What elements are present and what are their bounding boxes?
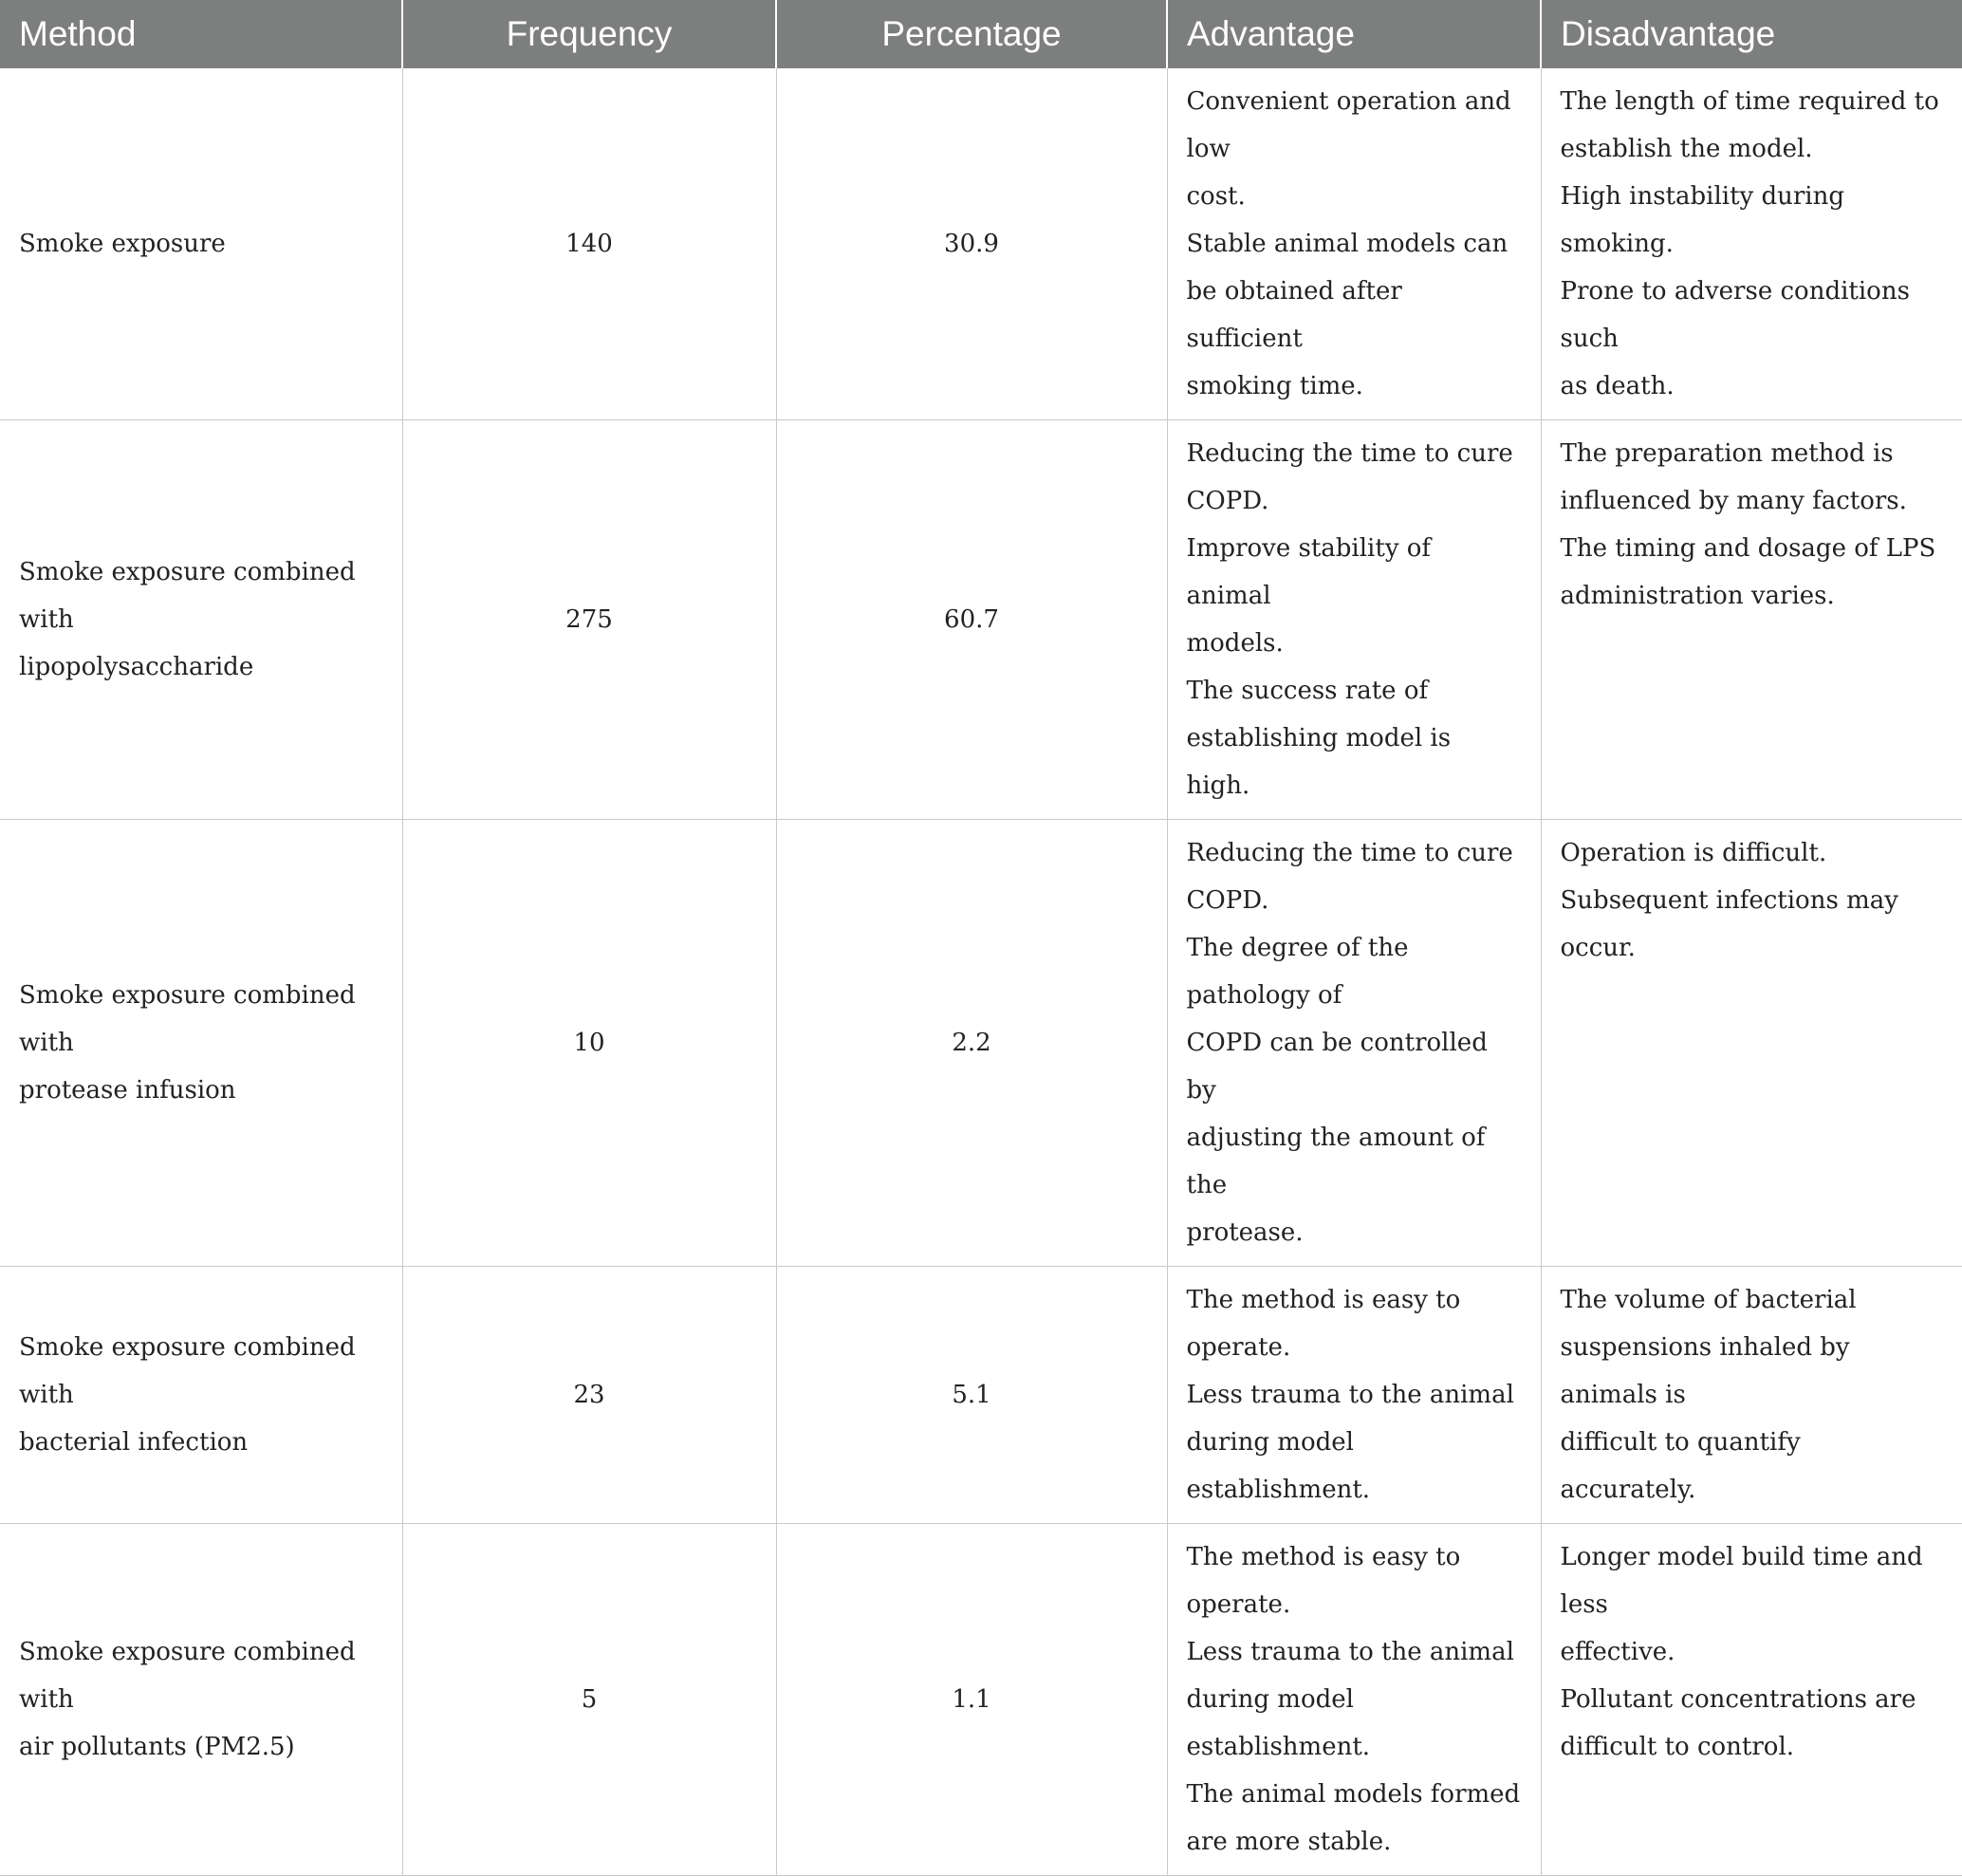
frequency-cell: 140	[402, 68, 776, 420]
disadvantage-cell	[1541, 1267, 1962, 1524]
frequency-cell: 5	[402, 1524, 776, 1876]
table-body	[0, 68, 1962, 1876]
advantage-cell	[1167, 68, 1541, 420]
table-row	[0, 1524, 1962, 1876]
advantage-line: be obtained after sufficient	[1186, 277, 1402, 353]
advantage-line: The success rate of	[1186, 677, 1429, 705]
advantage-line: The animal models formed	[1186, 1780, 1521, 1809]
disadvantage-line: The length of time required to	[1560, 87, 1939, 116]
frequency-cell: 23	[402, 1267, 776, 1524]
disadvantage-line: influenced by many factors.	[1560, 487, 1907, 515]
disadvantage-line: High instability during smoking.	[1560, 182, 1845, 258]
advantage-line: Reducing the time to cure	[1186, 839, 1513, 867]
advantage-line: COPD can be controlled by	[1186, 1029, 1488, 1105]
disadvantage-line: as death.	[1560, 372, 1675, 400]
method-line: Smoke exposure combined with	[19, 558, 356, 634]
method-line: Smoke exposure combined with	[19, 1333, 356, 1409]
header-disadvantage: Disadvantage	[1541, 0, 1962, 68]
method-line: Smoke exposure combined with	[19, 1638, 356, 1714]
header-method: Method	[0, 0, 402, 68]
frequency-cell: 10	[402, 820, 776, 1267]
header-frequency: Frequency	[402, 0, 776, 68]
method-line: air pollutants (PM2.5)	[19, 1733, 295, 1761]
frequency-cell: 275	[402, 420, 776, 820]
disadvantage-line: administration varies.	[1560, 582, 1835, 610]
advantage-line: Improve stability of animal	[1186, 534, 1432, 610]
disadvantage-line: Longer model build time and less	[1560, 1543, 1923, 1619]
table-row	[0, 1267, 1962, 1524]
method-line: Smoke exposure	[19, 230, 226, 258]
disadvantage-line: Prone to adverse conditions such	[1560, 277, 1910, 353]
advantage-line: The method is easy to operate.	[1186, 1543, 1461, 1619]
advantage-line: Stable animal models can	[1186, 230, 1509, 258]
advantage-line: COPD.	[1186, 487, 1269, 515]
advantage-line: The method is easy to operate.	[1186, 1286, 1461, 1362]
advantage-line: Less trauma to the animal	[1186, 1638, 1514, 1666]
advantage-line: protease.	[1186, 1218, 1304, 1247]
advantage-line: smoking time.	[1186, 372, 1363, 400]
advantage-line: during model establishment.	[1186, 1685, 1371, 1761]
percentage-cell: 1.1	[776, 1524, 1167, 1876]
disadvantage-line: Pollutant concentrations are	[1560, 1685, 1916, 1714]
advantage-line: establishing model is high.	[1186, 724, 1452, 800]
advantage-line: Reducing the time to cure	[1186, 439, 1513, 468]
advantage-cell	[1167, 1267, 1541, 1524]
advantage-line: are more stable.	[1186, 1828, 1392, 1856]
percentage-cell: 60.7	[776, 420, 1167, 820]
disadvantage-line: suspensions inhaled by animals is	[1560, 1333, 1850, 1409]
header-advantage: Advantage	[1167, 0, 1541, 68]
advantage-line: models.	[1186, 629, 1284, 658]
percentage-cell: 2.2	[776, 820, 1167, 1267]
advantage-cell	[1167, 1524, 1541, 1876]
advantage-line: during model establishment.	[1186, 1428, 1371, 1504]
advantage-line: COPD.	[1186, 886, 1269, 915]
table-header	[0, 0, 1962, 68]
table-row	[0, 820, 1962, 1267]
method-line: protease infusion	[19, 1076, 236, 1105]
method-cell	[0, 420, 402, 820]
percentage-cell: 5.1	[776, 1267, 1167, 1524]
disadvantage-line: Subsequent infections may occur.	[1560, 886, 1898, 962]
disadvantage-cell	[1541, 420, 1962, 820]
disadvantage-line: The preparation method is	[1560, 439, 1894, 468]
advantage-cell	[1167, 820, 1541, 1267]
disadvantage-line: Operation is difficult.	[1560, 839, 1827, 867]
method-cell	[0, 1267, 402, 1524]
disadvantage-cell	[1541, 820, 1962, 1267]
header-row	[0, 0, 1962, 68]
method-cell	[0, 1524, 402, 1876]
disadvantage-cell	[1541, 1524, 1962, 1876]
disadvantage-line: difficult to control.	[1560, 1733, 1795, 1761]
advantage-line: Convenient operation and low	[1186, 87, 1511, 163]
disadvantage-line: The timing and dosage of LPS	[1560, 534, 1936, 563]
advantage-line: Less trauma to the animal	[1186, 1381, 1514, 1409]
method-cell	[0, 820, 402, 1267]
advantage-line: The degree of the pathology of	[1186, 934, 1409, 1010]
disadvantage-line: difficult to quantify accurately.	[1560, 1428, 1801, 1504]
advantage-line: adjusting the amount of the	[1186, 1124, 1486, 1199]
advantage-line: cost.	[1186, 182, 1246, 211]
table-row	[0, 420, 1962, 820]
method-cell	[0, 68, 402, 420]
table-row	[0, 68, 1962, 420]
advantage-cell	[1167, 420, 1541, 820]
method-line: lipopolysaccharide	[19, 653, 254, 681]
percentage-cell: 30.9	[776, 68, 1167, 420]
disadvantage-line: establish the model.	[1560, 135, 1813, 163]
disadvantage-cell	[1541, 68, 1962, 420]
method-line: bacterial infection	[19, 1428, 249, 1457]
header-percentage: Percentage	[776, 0, 1167, 68]
method-line: Smoke exposure combined with	[19, 981, 356, 1057]
disadvantage-line: The volume of bacterial	[1560, 1286, 1857, 1314]
disadvantage-line: effective.	[1560, 1638, 1675, 1666]
